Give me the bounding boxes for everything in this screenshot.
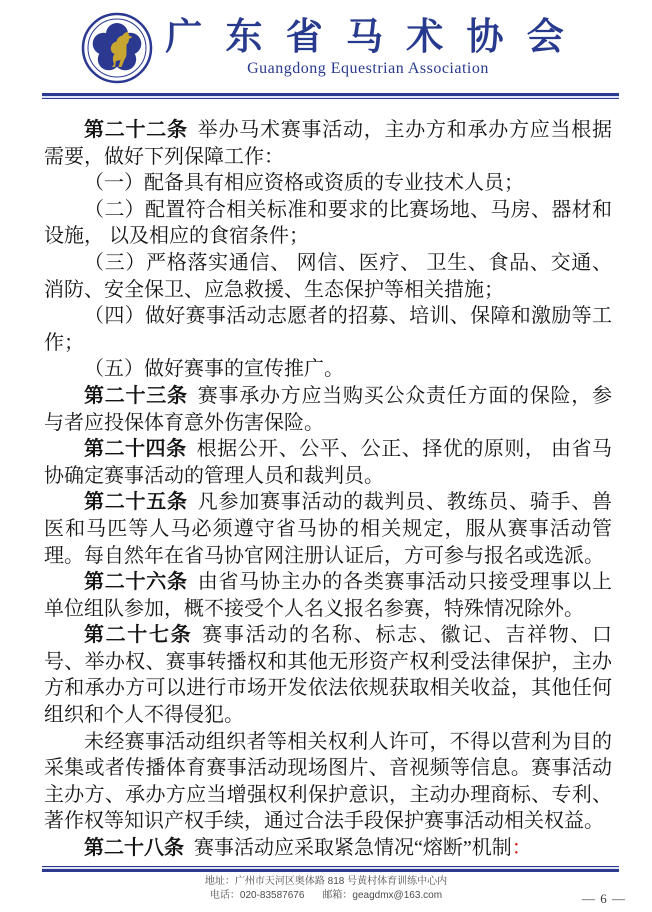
list-item-3: [44, 250, 612, 303]
paragraph-text: 由省马协主办的各类赛事活动只接受理事以上单位组队参加，概不接受个人名义报名参赛，特殊情况除外。: [44, 571, 612, 620]
paragraph-text: （五）做好赛事的宣传推广。: [84, 358, 344, 381]
article-24-paragraph: [44, 436, 612, 489]
article-number: 第二十三条: [84, 384, 188, 407]
article-number: 第二十八条: [84, 837, 184, 860]
list-item-2: [44, 197, 612, 250]
article-25-paragraph: [44, 489, 612, 569]
paragraph-text: 赛事活动应采取紧急情况“熔断”机制: [194, 837, 512, 860]
list-item-1: [44, 170, 612, 197]
paragraph-text: （一）配备具有相应资格或资质的专业技术人员；: [84, 172, 524, 195]
footer: [0, 875, 652, 903]
list-item-4: [44, 303, 612, 356]
footer-contact: [0, 889, 652, 903]
paragraph-text: 根据公开、公平、公正、择优的原则， 由省马协确定赛事活动的管理人员和裁判员。: [44, 438, 613, 487]
paragraph-text: 凡参加赛事活动的裁判员、教练员、骑手、兽医和马匹等人马必须遵守省马协的相关规定，服从赛事活动管理。每自然年在省马协官网注册认证后，方可参与报名或选派。: [44, 491, 612, 567]
list-item-5: [44, 356, 612, 383]
article-number: 第二十七条: [84, 624, 193, 647]
article-28-paragraph: [44, 835, 612, 862]
article-23-paragraph: [44, 383, 612, 436]
footer-email: 邮箱：geagdmx@163.com: [322, 890, 443, 901]
paragraph-text: （三）严格落实通信、 网信、医疗、 卫生、食品、交通、消防、安全保卫、应急救援、生态保护等相关措施；: [44, 251, 612, 301]
page-number: — 6 —: [582, 891, 626, 906]
footer-phone: 电话：020-83587676: [209, 890, 305, 901]
letterhead: [0, 0, 652, 89]
paragraph-text: （四）做好赛事活动志愿者的招募、培训、保障和激励等工作；: [44, 305, 612, 354]
paragraph-text: （二）配置符合相关标准和要求的比赛场地、马房、器材和设施， 以及相应的食宿条件；: [44, 198, 612, 248]
red-colon: ：: [511, 837, 532, 860]
association-emblem-icon: [81, 12, 153, 84]
article-27-paragraph: [44, 622, 612, 728]
paragraph-text: 举办马术赛事活动，主办方和承办方应当根据需要，做好下列保障工作：: [44, 119, 612, 168]
document-body: [44, 117, 612, 862]
org-title-zh: 广 东 省 马 术 协 会: [165, 17, 571, 59]
paragraph-text: 赛事承办方应当购买公众责任方面的保险，参与者应投保体育意外伤害保险。: [44, 384, 612, 434]
header-divider: [42, 93, 619, 99]
rights-paragraph: [44, 729, 612, 835]
article-number: 第二十六条: [84, 571, 188, 594]
article-number: 第二十二条: [84, 119, 188, 141]
article-number: 第二十四条: [84, 438, 187, 461]
footer-address: 地址：广州市天河区奥体路 818 号黄村体育训练中心内: [204, 876, 448, 887]
paragraph-text: 未经赛事活动组织者等相关权利人许可，不得以营利为目的采集或者传播体育赛事活动现场图片、音视频等信息。赛事活动主办方、承办方应当增强权利保护意识，主动办理商标、专利、著作权等知识产权手续，通过合法手段保护赛事活动相关权益。: [44, 730, 612, 833]
article-22-paragraph: [44, 117, 612, 170]
article-number: 第二十五条: [84, 491, 188, 514]
paragraph-text: 赛事活动的名称、标志、徽记、吉祥物、口号、举办权、赛事转播权和其他无形资产权利受法律保护，主办方和承办方可以进行市场开发依法依规获取相关收益，其他任何组织和个人不得侵犯。: [44, 624, 613, 727]
org-title-en: Guangdong Equestrian Association: [247, 59, 489, 77]
footer-divider: [42, 866, 619, 872]
article-26-paragraph: [44, 569, 612, 622]
